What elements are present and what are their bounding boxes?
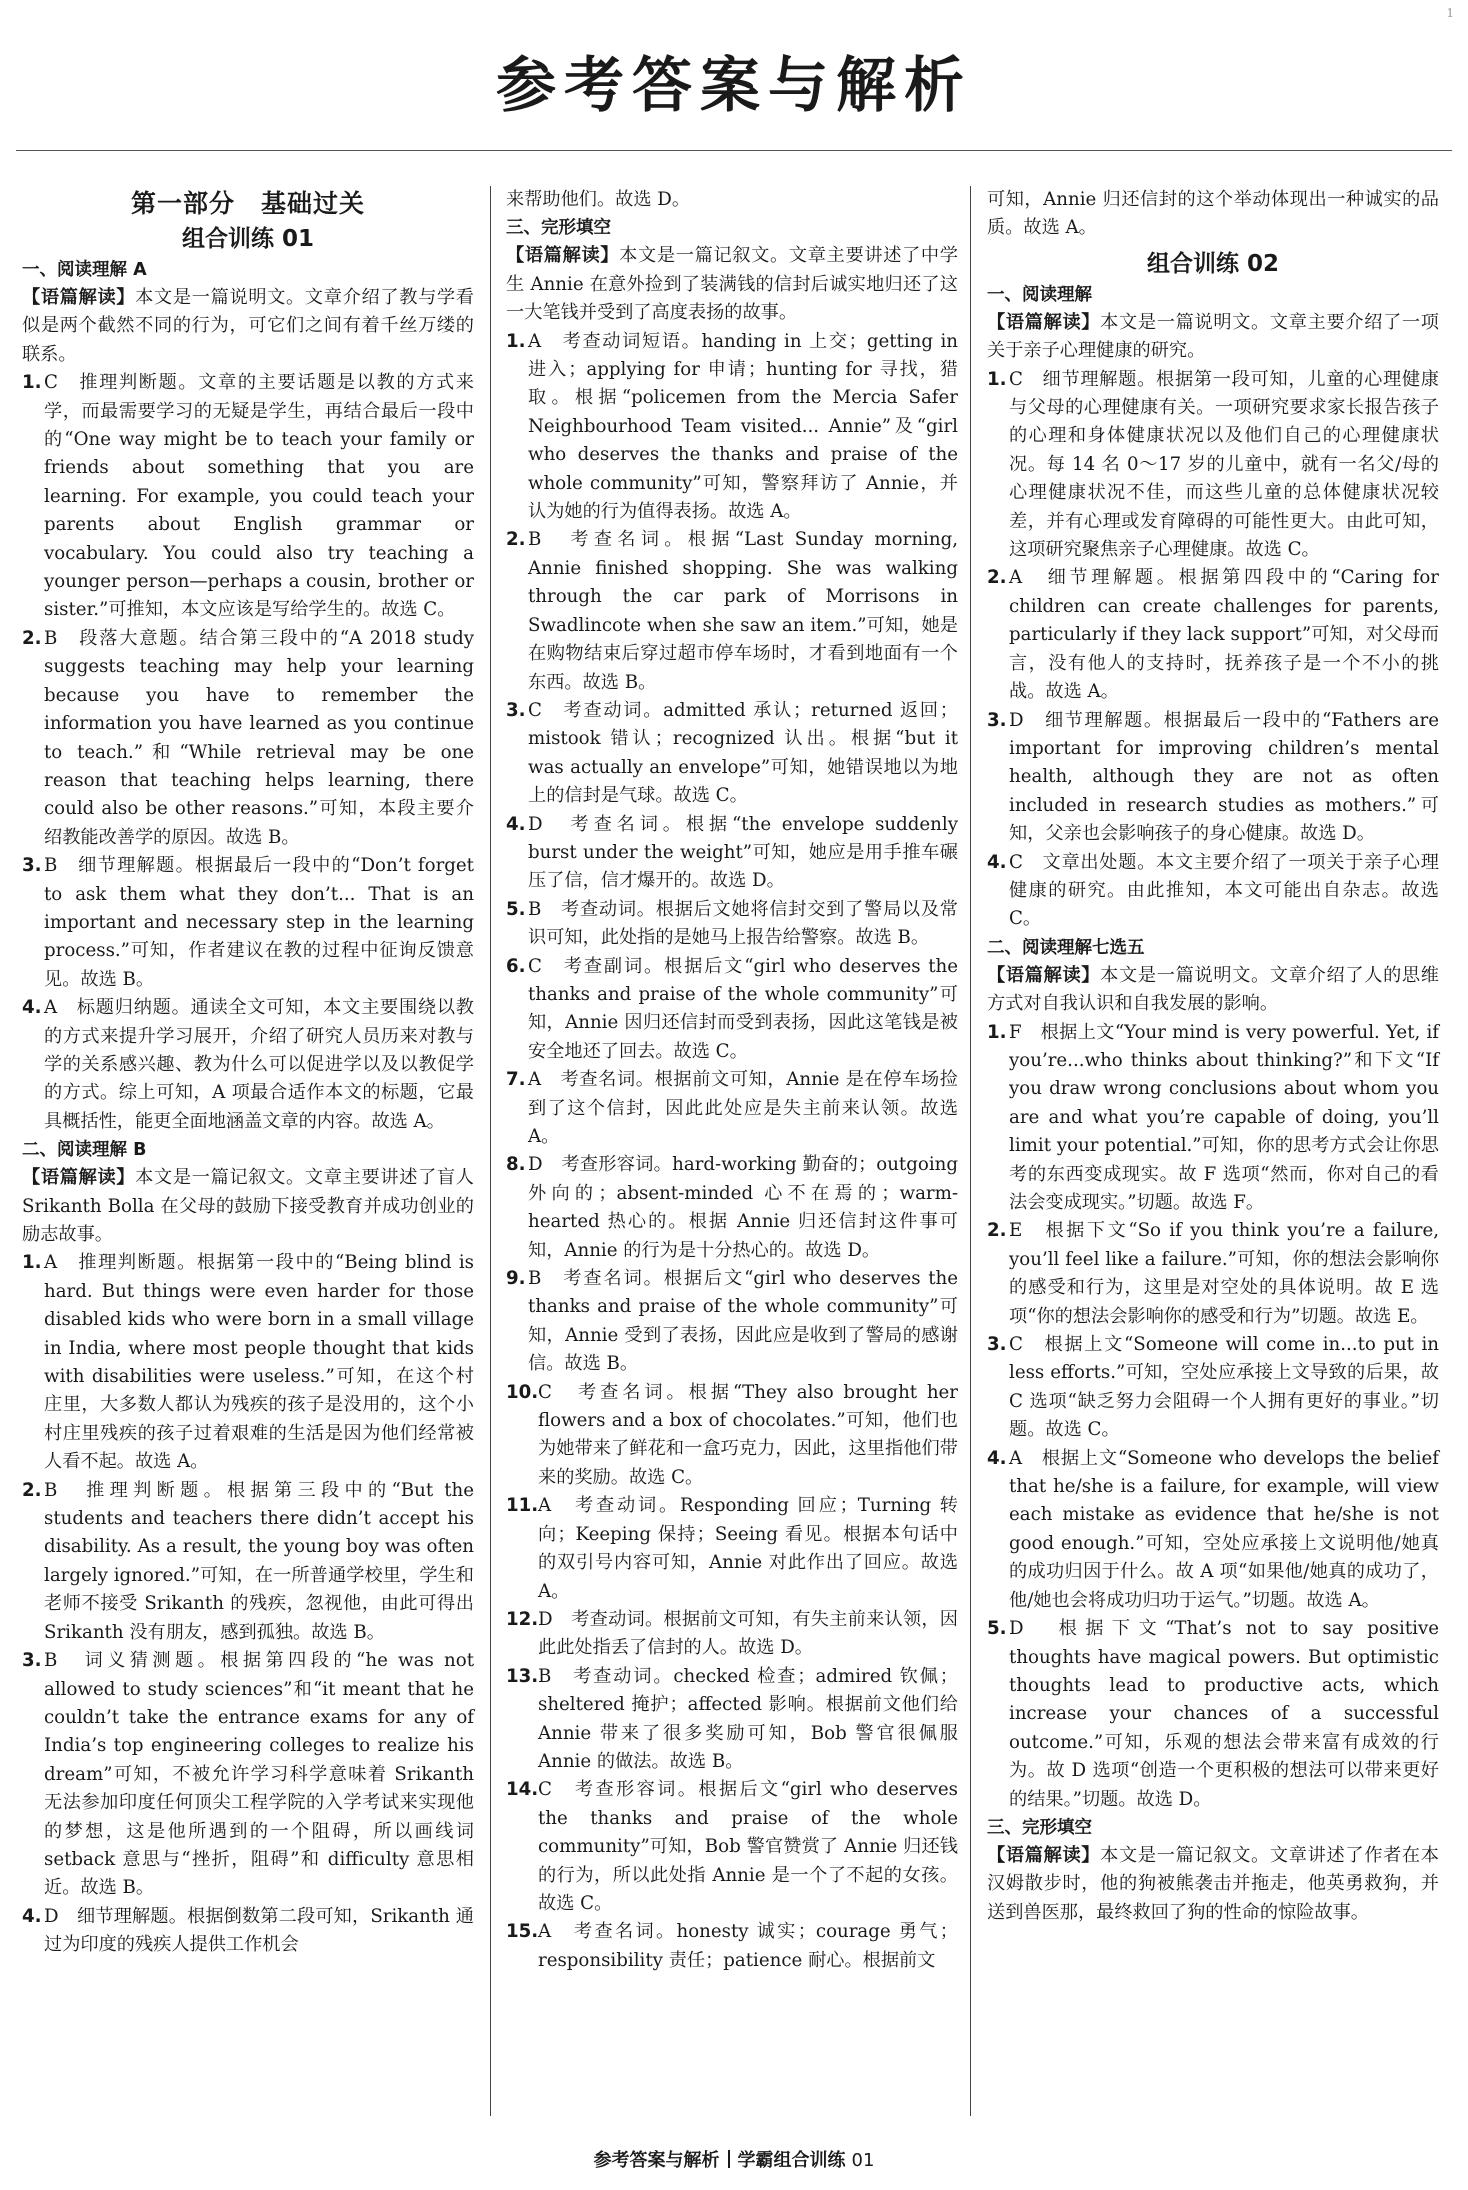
footer-right: 学霸组合训练	[737, 2150, 846, 2171]
answer-item	[987, 1615, 1439, 1814]
summary-label: 【语篇解读】	[987, 311, 1101, 333]
answer-number: 4.	[22, 997, 42, 1019]
answer-number: 1.	[22, 372, 42, 394]
heading-seven-choose-five: 二、阅读理解七选五	[987, 937, 1145, 958]
column-divider-1	[490, 186, 491, 2116]
answer-text: D 考查动词。根据前文可知，有失主前来认领，因此此处指丢了信封的人。故选 D。	[538, 1608, 958, 1659]
continued-text: 可知，Annie 归还信封的这个举动体现出一种诚实的品质。故选 A。	[987, 189, 1439, 239]
summary-label: 【语篇解读】	[22, 287, 136, 308]
summary-label: 【语篇解读】	[22, 1167, 136, 1189]
page-number: 01	[851, 2150, 875, 2171]
answer-text: C 考查副词。根据后文“girl who deserves the thanks and praise of the whole community”可知，Annie 因归还信封而受到表扬，因此这笔钱是被安全地还了回去。故选 C。	[528, 955, 958, 1062]
heading-reading-a: 一、阅读理解 A	[22, 260, 147, 280]
answer-number: 14.	[506, 1779, 539, 1801]
answer-item	[506, 1606, 958, 1663]
answer-text: B 考查名词。根据“Last Sunday morning, Annie finished shopping. She was walking through the car park of Morrisons in Swadlincote when she saw an item.”可知，她是在购物结束后穿过超市停车场时，才看到地面有一个东西。故选 B。	[528, 529, 958, 693]
answer-number: 2.	[987, 1220, 1007, 1242]
answer-number: 5.	[506, 898, 526, 920]
answer-text: D 根据下文“That’s not to say positive thoughts have magical powers. But optimistic thoughts lead to productive acts, which increase your chances of a successful outcome.”可知，乐观的想法会带来富有成效的行为。故 D 选项“创造一个更积极的想法可以带来更好的结果。”切题。故选 D。	[1009, 1618, 1439, 1810]
answer-number: 1.	[22, 1252, 42, 1274]
continued-text: 来帮助他们。故选 D。	[506, 189, 691, 210]
answer-item	[987, 1217, 1439, 1331]
answer-number: 8.	[506, 1154, 526, 1176]
part-title: 第一部分 基础过关	[130, 189, 365, 218]
summary-text: 本文是一篇记叙文。文章主要讲述了盲人 Srikanth Bolla 在父母的鼓励下接受教育并成功创业的励志故事。	[22, 1167, 474, 1245]
answer-number: 1.	[987, 1021, 1007, 1043]
answer-item	[506, 811, 958, 896]
answer-text: A 考查名词。根据前文可知，Annie 是在停车场捡到了这个信封，因此此处应是失主前来认领。故选 A。	[528, 1069, 958, 1147]
answer-item	[506, 1265, 958, 1379]
answer-text: B 推理判断题。根据第三段中的“But the students and teachers there didn’t accept his disability. As a result, the young boy was often largely ignored.”可知，在一所普通学校里，学生和老师不接受 Srikanth 的残疾，忽视他，由此可得出 Srikanth 没有朋友，感到孤独。故选 B。	[44, 1479, 474, 1643]
answer-text: F 根据上文“Your mind is very powerful. Yet, if you’re...who thinks about thinking?”和下文“If you draw wrong conclusions about whom you are and what you’re capable of doing, you’ll limit your potential.”可知，你的思考方式会让你思考的东西变成现实。故 F 选项“然而，你对自己的看法会变成现实。”切题。故选 F。	[1009, 1021, 1439, 1213]
answer-item	[506, 328, 958, 527]
heading-reading-b: 二、阅读理解 B	[22, 1140, 147, 1161]
answer-number: 4.	[22, 1905, 42, 1927]
answer-number: 5.	[987, 1618, 1007, 1640]
answer-number: 1.	[506, 330, 526, 352]
answer-text: B 考查名词。根据后文“girl who deserves the thanks and praise of the whole community”可知，Annie 受到了表扬，因此应是收到了警局的感谢信。故选 B。	[528, 1268, 958, 1375]
answer-text: A 考查名词。honesty 诚实；courage 勇气；responsibility 责任；patience 耐心。根据前文	[538, 1921, 958, 1971]
answer-item	[987, 707, 1439, 849]
column-divider-2	[970, 186, 971, 2116]
answer-number: 3.	[506, 699, 526, 721]
answer-number: 3.	[22, 855, 42, 877]
answer-number: 2.	[22, 627, 42, 649]
answer-item	[22, 852, 474, 994]
heading-reading: 一、阅读理解	[987, 284, 1092, 305]
answer-text: B 细节理解题。根据最后一段中的“Don’t forget to ask them what they don’t... That is an important and necessary step in the learning process.”可知，作者建议在教的过程中征询反馈意见。故选 B。	[44, 855, 474, 990]
answer-item	[987, 564, 1439, 706]
column-2	[506, 186, 958, 1975]
summary-label: 【语篇解读】	[987, 964, 1101, 986]
answer-item	[506, 953, 958, 1067]
answer-text: D 考查名词。根据“the envelope suddenly burst under the weight”可知，她应是用手推车碾压了信，信才爆开的。故选 D。	[528, 813, 958, 892]
answer-item	[506, 1918, 958, 1975]
answer-text: C 细节理解题。根据第一段可知，儿童的心理健康与父母的心理健康有关。一项研究要求家长报告孩子的心理和身体健康状况以及他们自己的心理健康状况。每 14 名 0～17 岁的儿童中，就有一名父/母的心理健康状况不佳，而这些儿童的总体健康状况较差，并有心理或发育障碍的可能性更大。由此可知，这项研究聚焦亲子心理健康。故选 C。	[1009, 368, 1439, 561]
summary-text: 本文是一篇记叙文。文章主要讲述了中学生 Annie 在意外捡到了装满钱的信封后诚实地归还了这一大笔钱并受到了高度表扬的故事。	[506, 245, 958, 324]
summary-reading-a	[22, 284, 474, 369]
answer-text: A 细节理解题。根据第四段中的“Caring for children can create challenges for parents, particularly if they lack support”可知，对父母而言，没有他人的支持时，抚养孩子是一个不小的挑战。故选 A。	[1009, 567, 1439, 703]
answer-text: A 标题归纳题。通读全文可知，本文主要围绕以教的方式来提升学习展开，介绍了研究人员历来对教与学的关系感兴趣、教为什么可以促进学以及以教促学的方式。综上可知，A 项最合适作本文的标题，它最具概括性，能更全面地涵盖文章的内容。故选 A。	[44, 997, 474, 1132]
summary-label: 【语篇解读】	[506, 245, 620, 267]
answer-item	[22, 1477, 474, 1647]
answer-text: D 细节理解题。根据倒数第二段可知，Srikanth 通过为印度的残疾人提供工作机会	[44, 1905, 474, 1956]
answer-item	[987, 1445, 1439, 1615]
answer-number: 2.	[987, 567, 1007, 589]
page-title: 参考答案与解析	[496, 51, 972, 121]
summary-cloze	[506, 242, 958, 327]
answer-text: A 考查动词短语。handing in 上交；getting in 进入；applying for 申请；hunting for 寻找，猎取。根据“policemen from the Mercia Safer Neighbourhood Team visited... Annie”及“girl who deserves the thanks and praise of the whole community”可知，警察拜访了 Annie，并认为她的行为值得表扬。故选 A。	[528, 330, 958, 523]
answer-item	[987, 366, 1439, 565]
answer-number: 3.	[987, 1334, 1007, 1356]
answer-number: 13.	[506, 1665, 539, 1687]
answer-number: 3.	[987, 709, 1007, 731]
answer-item	[506, 1151, 958, 1265]
answer-item	[506, 1066, 958, 1151]
answer-list-reading-b	[22, 1249, 474, 1959]
answer-item	[22, 625, 474, 852]
answer-item	[506, 526, 958, 696]
answer-number: 12.	[506, 1608, 539, 1630]
answer-number: 4.	[987, 851, 1007, 873]
answer-item	[22, 1903, 474, 1960]
answer-text: D 考查形容词。hard-working 勤奋的；outgoing 外向的；absent-minded 心不在焉的；warm-hearted 热心的。根据 Annie 归还信封这件事可知，Annie 的行为是十分热心的。故选 D。	[528, 1154, 958, 1261]
answer-number: 4.	[506, 813, 526, 835]
summary-text: 本文是一篇记叙文。文章讲述了作者在本汉姆散步时，他的狗被熊袭击并拖走，他英勇救狗，并送到兽医那，最终救回了狗的性命的惊险故事。	[987, 1844, 1439, 1923]
answer-text: C 推理判断题。文章的主要话题是以教的方式来学，而最需要学习的无疑是学生，再结合最后一段中的“One way might be to teach your family or friends about something that you are learning. For example, you could teach your parents about English grammar or vocabulary. You could also try teaching a younger person—perhaps a cousin, brother or sister.”可推知，本文应该是写给学生的。故选 C。	[44, 372, 474, 621]
answer-number: 15.	[506, 1921, 539, 1943]
footer-left: 参考答案与解析	[593, 2150, 720, 2171]
answer-text: C 根据上文“Someone will come in...to put in less efforts.”可知，空处应承接上文导致的后果，故 C 选项“缺乏努力会阻碍一个人拥有更好的事业。”切题。故选 C。	[1009, 1334, 1439, 1441]
answer-number: 9.	[506, 1268, 526, 1290]
answer-list-cloze	[506, 328, 958, 1976]
answer-text: A 根据上文“Someone who develops the belief that he/she is a failure, for example, will view each mistake as evidence that he/she is not good enough.”可知，空处应承接上文说明他/她真的成功归因于什么。故 A 项“如果他/她真的成功了，他/她也会将成功归功于运气。”切题。故选 A。	[1009, 1447, 1439, 1611]
answer-item	[506, 1663, 958, 1777]
answer-number: 4.	[987, 1447, 1007, 1469]
answer-text: B 考查动词。根据后文她将信封交到了警局以及常识可知，此处指的是她马上报告给警察。故选 B。	[528, 898, 958, 949]
answer-text: D 细节理解题。根据最后一段中的“Fathers are important for improving children’s mental health, although they are not as often included in research studies as mothers.”可知，父亲也会影响孩子的身心健康。故选 D。	[1009, 709, 1439, 845]
answer-text: C 考查动词。admitted 承认；returned 返回；mistook 错认；recognized 认出。根据“but it was actually an envelope”可知，她错误地以为地上的信封是气球。故选 C。	[528, 699, 958, 807]
summary-reading	[987, 309, 1439, 366]
answer-list-seven-choose-five	[987, 1019, 1439, 1814]
answer-item	[506, 1379, 958, 1493]
answer-number: 2.	[22, 1479, 42, 1501]
summary-text: 本文是一篇说明文。文章介绍了教与学看似是两个截然不同的行为，可它们之间有着千丝万缕的联系。	[22, 287, 474, 365]
answer-list-reading	[987, 366, 1439, 934]
answer-item	[506, 697, 958, 811]
answer-item	[987, 849, 1439, 934]
answer-item	[22, 1647, 474, 1903]
answer-number: 6.	[506, 955, 526, 977]
summary-reading-b	[22, 1164, 474, 1249]
heading-cloze: 三、完形填空	[506, 218, 611, 239]
answer-item	[22, 1249, 474, 1476]
answer-item	[506, 1492, 958, 1606]
answer-text: A 考查动词。Responding 回应；Turning 转向；Keeping 保持；Seeing 看见。根据本句话中的双引号内容可知，Annie 对此作出了回应。故选 A。	[538, 1495, 958, 1602]
answer-item	[506, 896, 958, 953]
column-3	[987, 186, 1439, 1927]
summary-text: 本文是一篇说明文。文章主要介绍了一项关于亲子心理健康的研究。	[987, 311, 1439, 362]
footer-separator	[728, 2150, 730, 2168]
answer-number: 7.	[506, 1069, 526, 1091]
answer-text: E 根据下文“So if you think you’re a failure, you’ll feel like a failure.”可知，你的想法会影响你的感受和行为，这里是对空处的具体说明。故 E 选项“你的想法会影响你的感受和行为”切题。故选 E。	[1009, 1220, 1439, 1327]
answer-number: 2.	[506, 529, 526, 551]
answer-text: C 考查形容词。根据后文“girl who deserves the thanks and praise of the whole community”可知，Bob 警官赞赏了 Annie 归还钱的行为，所以此处指 Annie 是一个了不起的女孩。故选 C。	[538, 1779, 958, 1914]
answer-item	[987, 1019, 1439, 1218]
summary-text: 本文是一篇说明文。文章介绍了人的思维方式对自我认识和自我发展的影响。	[987, 964, 1439, 1015]
heading-cloze-02: 三、完形填空	[987, 1817, 1092, 1838]
answer-number: 10.	[506, 1381, 539, 1403]
summary-label: 【语篇解读】	[987, 1844, 1101, 1866]
answer-item	[506, 1776, 958, 1918]
answer-list-reading-a	[22, 369, 474, 1136]
answer-item	[987, 1331, 1439, 1445]
set-title-02: 组合训练 02	[1146, 250, 1279, 277]
answer-number: 11.	[506, 1495, 539, 1517]
answer-item	[22, 994, 474, 1136]
page-footer	[0, 2146, 1468, 2172]
title-divider	[16, 150, 1452, 151]
answer-text: C 文章出处题。本文主要介绍了一项关于亲子心理健康的研究。由此推知，本文可能出自杂志。故选 C。	[1009, 851, 1439, 930]
answer-text: B 段落大意题。结合第三段中的“A 2018 study suggests teaching may help your learning because you have to remember the information you have learned as you continue to teach.”和“While retrieval may be one reason that teaching helps learning, there could also be other reasons.”可知，本段主要介绍教能改善学的原因。故选 B。	[44, 627, 474, 848]
answer-number: 1.	[987, 368, 1007, 390]
answer-text: C 考查名词。根据“They also brought her flowers and a box of chocolates.”可知，他们也为她带来了鲜花和一盒巧克力，因此，这里指他们带来的奖励。故选 C。	[538, 1381, 958, 1488]
summary-cloze-02	[987, 1842, 1439, 1927]
answer-text: B 考查动词。checked 检查；admired 钦佩；sheltered 掩护；affected 影响。根据前文他们给 Annie 带来了很多奖励可知，Bob 警官很佩服 Annie 的做法。故选 B。	[538, 1665, 958, 1772]
answer-text: B 词义猜测题。根据第四段的“he was not allowed to study sciences”和“it meant that he couldn’t take the entrance exams for any of India’s top engineering colleges to realize his dream”可知，不被允许学习科学意味着 Srikanth 无法参加印度任何顶尖工程学院的入学考试来实现他的梦想，这是他所遇到的一个阻碍，所以画线词 setback 意思与“挫折，阻碍”和 difficulty 意思相近。故选 B。	[44, 1650, 474, 1899]
summary-seven-choose-five	[987, 962, 1439, 1019]
answer-number: 3.	[22, 1650, 42, 1672]
corner-mark: 1	[1446, 6, 1454, 20]
answer-text: A 推理判断题。根据第一段中的“Being blind is hard. But things were even harder for those disabled kids who were born in a small village in India, where most people thought that kids with disabilities were useless.”可知，在这个村庄里，大多数人都认为残疾的孩子是没用的，这个小村庄里残疾的孩子过着艰难的生活是因为他们经常被人看不起。故选 A。	[44, 1252, 474, 1473]
column-1	[22, 186, 474, 1960]
set-title-01: 组合训练 01	[181, 226, 314, 252]
answer-item	[22, 369, 474, 625]
